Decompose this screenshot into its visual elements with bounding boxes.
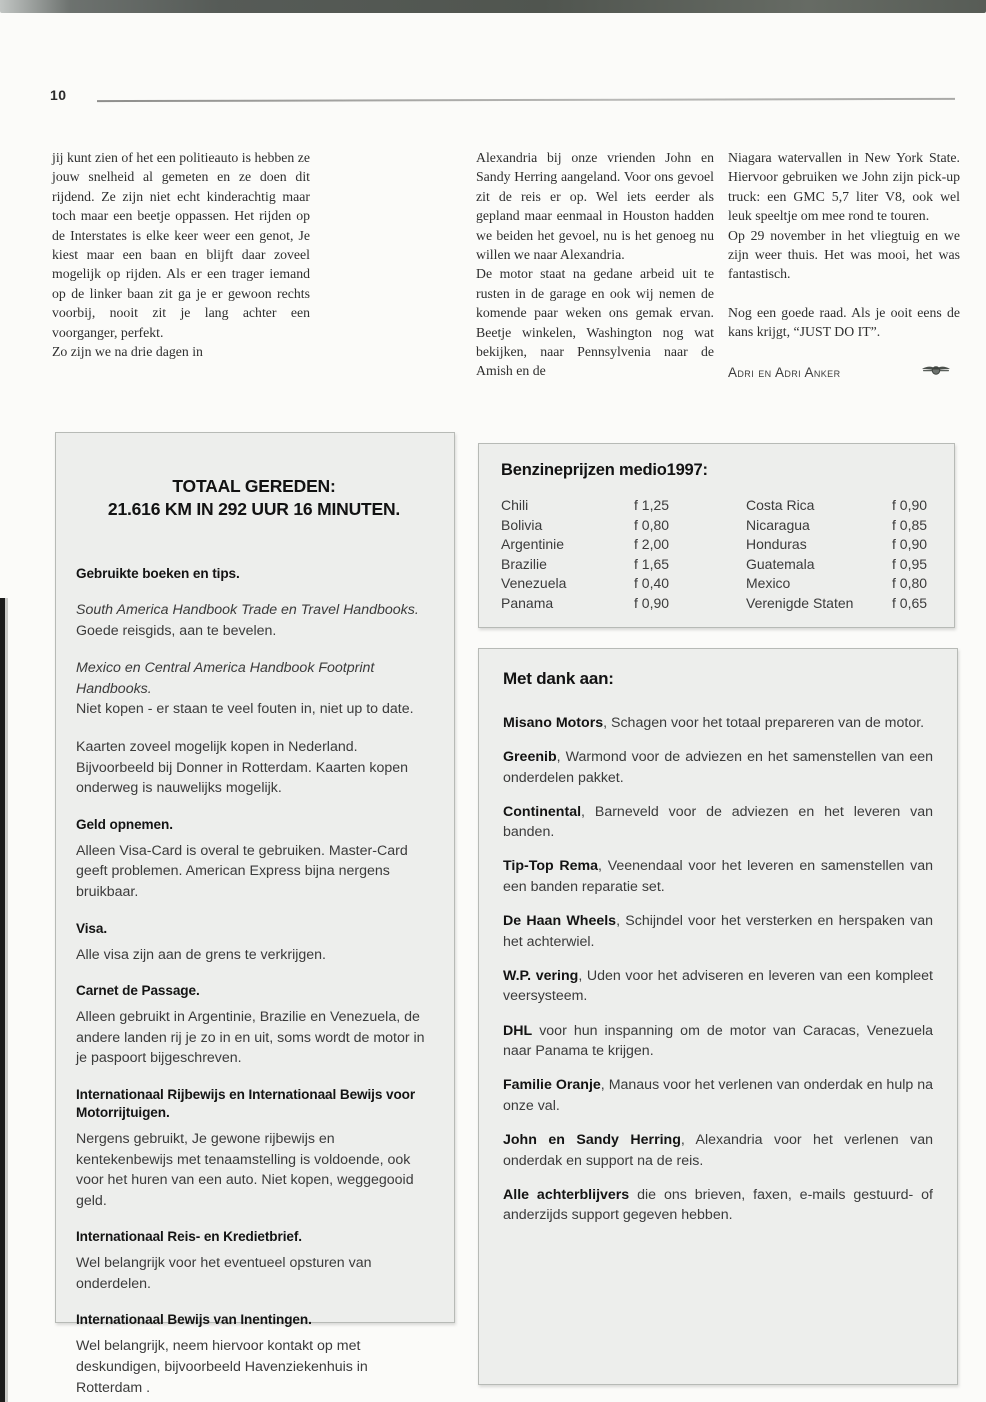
tips-section-text: Alleen gebruikt in Argentinie, Brazilie en Venezuela, de andere landen rij je zo in en uit, soms wordt de motor in je paspoort bijgeschreven. xyxy=(76,1009,425,1067)
fuel-price: f 0,90 xyxy=(892,536,928,553)
fuel-price: f 1,25 xyxy=(634,497,670,513)
tips-section-text: Kaarten zoveel mogelijk kopen in Nederland. Bijvoorbeeld bij Donner in Rotterdam. Kaarten kopen onderweg is nauwelijks mogelijk. xyxy=(76,738,409,797)
fuel-price: f 0,95 xyxy=(892,555,928,572)
fuel-prices-box xyxy=(478,443,955,628)
page-number: 10 xyxy=(50,87,67,103)
thanks-item-name: Misano Motors xyxy=(503,715,604,731)
totals-title-line2: 21.616 KM IN 292 UUR 16 MINUTEN. xyxy=(107,499,401,519)
article-paragraph: Alexandria bij onze vrienden John en Sandy Herring aangeland. Voor ons gevoel zit de reis er op. Wel iets eerder als gepland maar eenmaal in Houston hadden we beiden het gevoel, nu is het genoeg nu willen we naar Alexandria. xyxy=(476,150,714,263)
thanks-item-name: Greenib xyxy=(503,749,557,766)
thanks-item xyxy=(503,1130,933,1171)
fuel-country: Panama xyxy=(501,594,554,611)
totals-title xyxy=(76,475,432,521)
fuel-country: Bolivia xyxy=(501,516,543,533)
totals-and-tips-box xyxy=(55,432,455,1396)
tips-section xyxy=(76,982,432,1069)
thanks-item-name: Familie Oranje xyxy=(503,1077,601,1094)
article-paragraph: De motor staat na gedane arbeid uit te rusten in de garage en ook wij nemen de komende paar weken ons gemak ervan. Beetje winkelen, Washington nog wat bekijken, naar Pennsylvenia naar de Amish en de xyxy=(476,266,714,379)
tips-sections xyxy=(76,565,432,1398)
acknowledgements-title: Met dank aan: xyxy=(503,669,614,688)
thanks-item xyxy=(503,966,933,1007)
scan-edge-top xyxy=(0,0,986,13)
thanks-item-name: Tip-Top Rema xyxy=(503,858,599,875)
acknowledgement-items xyxy=(503,713,933,1226)
byline xyxy=(728,363,960,383)
tips-section xyxy=(76,1311,432,1398)
fuel-price: f 0,80 xyxy=(892,575,928,592)
tips-section-text: Alle visa zijn aan de grens te verkrijgen. xyxy=(76,946,326,963)
fuel-prices-title: Benzineprijzen medio1997: xyxy=(501,461,708,479)
thanks-item-name: Alle achterblijvers xyxy=(503,1186,630,1203)
fuel-price: f 0,85 xyxy=(892,516,928,533)
thanks-item-text: , Schagen voor het totaal prepareren van de motor. xyxy=(603,715,925,731)
thanks-item-text: , Veenendaal voor het leveren en samenstellen van een banden reparatie set. xyxy=(503,858,933,896)
thanks-item-text: , Schijndel voor het versterken en herspaken van het achterwiel. xyxy=(503,913,933,950)
article-paragraph: Zo zijn we na drie dagen in xyxy=(52,344,203,360)
tips-section-heading: Gebruikte boeken en tips. xyxy=(76,566,240,581)
fuel-country: Nicaragua xyxy=(746,516,810,533)
fuel-price: f 0,80 xyxy=(634,516,670,533)
thanks-item xyxy=(503,802,933,843)
thanks-item-text: , Manaus voor het verlenen van onderdak en hulp na onze val. xyxy=(503,1077,933,1114)
scan-edge-left-shadow xyxy=(5,598,8,1402)
thanks-item-name: John en Sandy Herring xyxy=(503,1131,681,1148)
thanks-item xyxy=(503,713,933,734)
tips-section-text: Niet kopen - er staan te veel fouten in, niet up to date. xyxy=(76,701,414,718)
thanks-item xyxy=(503,911,933,952)
fuel-price: f 0,40 xyxy=(634,575,670,592)
header-rule xyxy=(97,98,955,102)
thanks-item xyxy=(503,856,933,897)
thanks-item-text: , Alexandria voor het verlenen van onderdak en support na de reis. xyxy=(503,1131,933,1169)
tips-section-text: Wel belangrijk voor het eventueel opsturen van onderdelen. xyxy=(76,1255,372,1292)
thanks-item-text: die ons brieven, faxen, e-mails gestuurd- of anderzijds support gegeven hebben. xyxy=(503,1186,933,1224)
fuel-country: Costa Rica xyxy=(746,497,815,513)
fuel-price: f 1,65 xyxy=(634,555,670,572)
acknowledgements-box xyxy=(478,648,958,1385)
tips-section-text: Nergens gebruikt, Je gewone rijbewijs en kentekenbewijs met tenaamstelling is voldoende, ook voor het huren van een auto. Niet kopen, weggegooid geld. xyxy=(76,1130,414,1209)
thanks-item-name: Continental xyxy=(503,803,582,820)
fuel-country: Brazilie xyxy=(501,555,547,572)
tips-section xyxy=(76,920,432,966)
tips-section-heading: Internationaal Bewijs van Inentingen. xyxy=(76,1312,312,1328)
thanks-item-text: , Uden voor het adviseren en leveren van een kompleet veersysteem. xyxy=(503,967,933,1005)
article-paragraph: jij kunt zien of het een politieauto is hebben ze jouw snelheid al gemeten en ze doen dit rijdend. Ze zijn niet echt kinderachtig maar toch maar een beetje oppassen. Het rijden op de Interstates is elke keer weer een genot, Je kiest maar een baan en blijft daar zoveel mogelijk op rijden. Als er een trager iemand op de linker baan zit ga je er gewoon rechts voorbij, nooit zit je lang achter een voorganger, perfekt. xyxy=(52,150,310,340)
fuel-country: Guatemala xyxy=(746,555,815,572)
tips-section-heading: Internationaal Reis- en Kredietbrief. xyxy=(76,1229,302,1245)
tips-section xyxy=(76,816,432,903)
totals-title-line1: TOTAAL GEREDEN: xyxy=(172,476,336,496)
thanks-item xyxy=(503,747,933,788)
article-column-2 xyxy=(476,148,714,381)
tips-section-text: Alleen Visa-Card is overal te gebruiken. Master-Card geeft problemen. American Express bijna nergens bruikbaar. xyxy=(76,842,408,900)
thanks-item-text: , Warmond voor de adviezen en het samenstellen van een onderdelen pakket. xyxy=(503,749,933,786)
thanks-item xyxy=(503,1021,933,1062)
tips-section-text: Mexico en Central America Handbook Footprint Handbooks. xyxy=(76,660,375,697)
thanks-item-text: , Barneveld voor de adviezen en het leveren van banden. xyxy=(503,803,933,841)
fuel-price: f 2,00 xyxy=(634,536,670,553)
thanks-item xyxy=(503,1075,933,1116)
fuel-price: f 0,90 xyxy=(634,594,670,611)
thanks-item xyxy=(503,1185,933,1226)
tips-section-heading: Geld opnemen. xyxy=(76,816,173,832)
article-column-1 xyxy=(52,148,310,361)
tips-section xyxy=(76,737,432,799)
fuel-price: f 0,90 xyxy=(892,497,928,513)
fuel-country: Venezuela xyxy=(501,575,567,592)
tips-section xyxy=(76,1086,432,1211)
fuel-country: Argentinie xyxy=(501,536,565,553)
tips-section-text: Wel belangrijk, neem hiervoor kontakt op met deskundigen, bijvoorbeeld Havenziekenhuis in Rotterdam . xyxy=(76,1338,368,1396)
fuel-country: Mexico xyxy=(746,575,791,592)
thanks-item-text: voor hun inspanning om de motor van Caracas, Venezuela naar Panama te krijgen. xyxy=(503,1022,933,1060)
tips-section xyxy=(76,1228,432,1294)
article-paragraph: Nog een goede raad. Als je ooit eens de kans krijgt, “JUST DO IT”. xyxy=(728,304,960,340)
fuel-country: Chili xyxy=(501,497,529,513)
tips-section-heading: Carnet de Passage. xyxy=(76,983,200,999)
fuel-prices-table xyxy=(501,496,932,614)
winged-wheel-icon xyxy=(920,363,952,383)
fuel-country: Honduras xyxy=(746,536,807,553)
tips-section-heading: Internationaal Rijbewijs en Internationaal Bewijs voor Motorrijtuigen. xyxy=(76,1086,416,1120)
thanks-item-name: DHL xyxy=(503,1022,533,1039)
tips-section xyxy=(76,565,432,583)
tips-section-text: Goede reisgids, aan te bevelen. xyxy=(76,622,277,639)
fuel-country: Verenigde Staten xyxy=(746,594,854,611)
article-paragraph: Op 29 november in het vliegtuig en we zijn weer thuis. Het was mooi, het was fantastisch. xyxy=(728,227,960,282)
thanks-item-name: De Haan Wheels xyxy=(503,913,617,930)
article-column-3-text xyxy=(728,148,960,342)
tips-section xyxy=(76,600,432,641)
tips-section-text: South America Handbook Trade en Travel Handbooks. xyxy=(76,602,419,618)
fuel-price: f 0,65 xyxy=(892,594,928,611)
article-paragraph: Niagara watervallen in New York State. Hiervoor gebruiken we John zijn pick-up truck: een GMC 5,7 liter V8, ook wel leuk speeltje om mee rond te touren. xyxy=(728,150,960,224)
byline-author: Adri en Adri Anker xyxy=(728,365,841,381)
thanks-item-name: W.P. vering xyxy=(503,967,579,984)
tips-section-heading: Visa. xyxy=(76,920,107,936)
tips-section xyxy=(76,658,432,720)
article-column-3 xyxy=(728,148,960,383)
